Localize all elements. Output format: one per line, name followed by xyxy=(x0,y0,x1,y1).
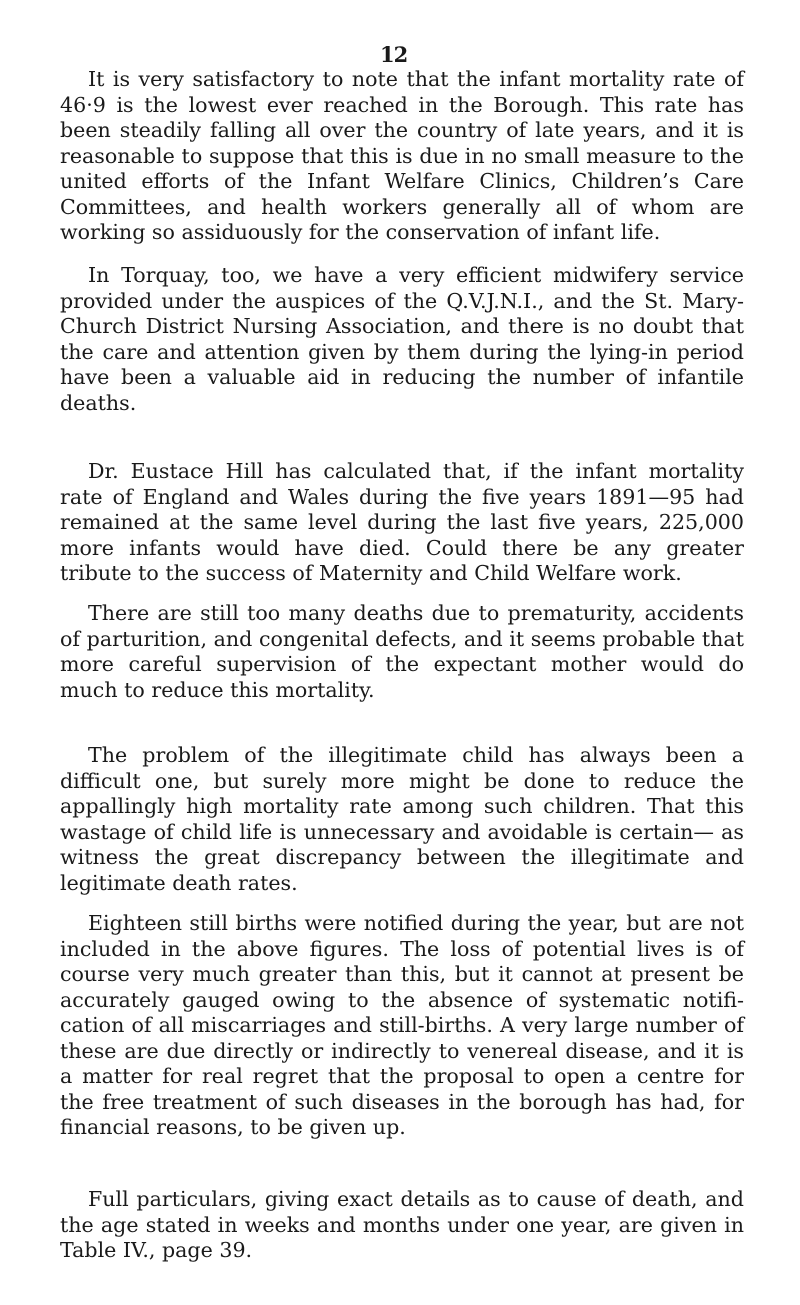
paragraph-full-particulars: Full particulars, giving exact details as to cause of death, and the age stated in weeks and months under one year, are given in Table IV., page 39. xyxy=(60,1187,744,1262)
paragraph-still-births: Eighteen still births were notified during the year, but are not included in the above figures. The loss of potential lives is of course very much greater than this, but it cannot at present be accurately gauged owing to the absence of systematic notifi-cation of all miscarriages and still-births. A very large number of these are due directly or indirectly to venereal disease, and it is a matter for real regret that the proposal to open a centre for the free treatment of such diseases in the borough has had, for financial reasons, to be given up. xyxy=(60,911,744,1139)
paragraph-illegitimate-child: The problem of the illegitimate child has always been a difficult one, but surely more might be done to reduce the appallingly high mortality rate among such children. That this wastage of child life is unnecessary and avoidable is certain— as witness the great discrepancy between the illegitimate and legitimate death rates. xyxy=(60,743,744,895)
paragraph-infant-mortality-rate: It is very satisfactory to note that the infant mortality rate of 46·9 is the lowest ever reached in the Borough. This rate has been steadily falling all over the country of late years, and it is reasonable to suppose that this is due in no small measure to the united efforts of the Infant Welfare Clinics, Children’s Care Committees, and health workers generally all of whom are working so assiduously for the conservation of infant life. xyxy=(60,67,744,244)
paragraph-eustace-hill-calculation: Dr. Eustace Hill has calculated that, if the infant mortality rate of England and Wales during the five years 1891—95 had remained at the same level during the last five years, 225,000 more infants would have died. Could there be any greater tribute to the success of Maternity and Child Welfare work. xyxy=(60,459,744,585)
page-number: 12 xyxy=(380,42,408,67)
paragraph-midwifery-service: In Torquay, too, we have a very efficient midwifery service provided under the auspices of the Q.V.J.N.I., and the St. Mary-Church District Nursing Association, and there is no doubt that the care and attention given by them during the lying-in period have been a valuable aid in reducing the number of infantile deaths. xyxy=(60,263,744,415)
paragraph-prematurity-deaths: There are still too many deaths due to prematurity, accidents of parturition, and congenital defects, and it seems probable that more careful supervision of the expectant mother would do much to reduce this mortality. xyxy=(60,601,744,702)
